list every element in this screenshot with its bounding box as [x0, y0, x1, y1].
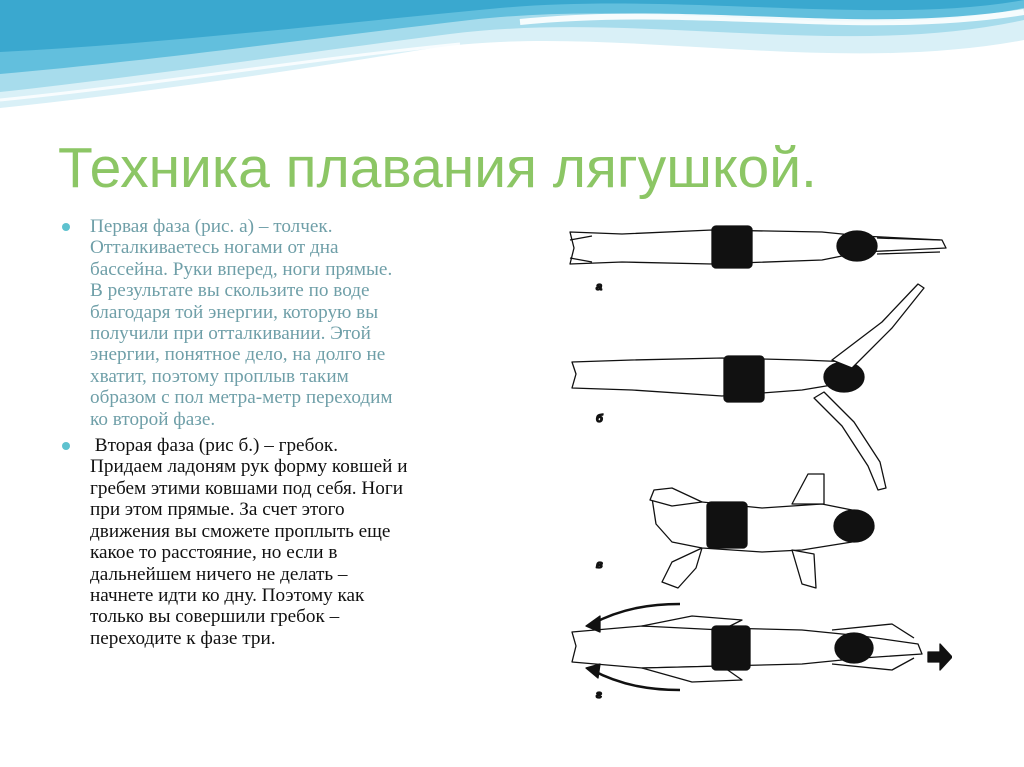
- breaststroke-illustration: [562, 212, 952, 712]
- figure-label: а: [596, 281, 603, 293]
- bullet-phase-1: [62, 216, 512, 430]
- text-line: благодаря той энергии, которую вы: [90, 301, 379, 323]
- text-line: при этом прямые. За счет этого: [90, 499, 345, 521]
- bullet-text: [90, 216, 512, 430]
- text-line: бассейна. Руки вперед, ноги прямые.: [90, 258, 393, 280]
- figure-label: б: [596, 413, 603, 425]
- text-line: гребем этими ковшами под себя. Ноги: [90, 477, 403, 499]
- text-line: образом с пол метра-метр переходим: [90, 387, 393, 409]
- text-line: Вторая фаза (рис б.) – гребок.: [90, 435, 339, 457]
- text-line: дальнейшем ничего не делать –: [90, 563, 348, 585]
- text-line: Первая фаза (рис. а) – толчек.: [90, 216, 333, 237]
- text-line: начнете идти ко дну. Поэтому как: [90, 584, 365, 606]
- text-line: движения вы сможете проплыть еще: [90, 520, 391, 542]
- bullet-dot-icon: [62, 442, 70, 450]
- bullet-dot-icon: [62, 223, 70, 231]
- swimmer-figure-b: [572, 284, 924, 490]
- text-line: энергии, понятное дело, на долго не: [90, 344, 386, 366]
- bullet-list: [62, 216, 512, 654]
- figure-label: г: [596, 689, 602, 701]
- swimmer-figure-d: [572, 604, 952, 701]
- wave-decoration: [0, 0, 1024, 120]
- swimmer-figure-a: [570, 226, 946, 293]
- text-line: Придаем ладоням рук форму ковшей и: [90, 456, 408, 478]
- text-line: хватит, поэтому проплыв таким: [90, 365, 349, 387]
- bullet-text: [90, 435, 512, 649]
- bullet-phase-2: [62, 435, 512, 649]
- text-line: В результате вы скользите по воде: [90, 280, 370, 302]
- text-line: получили при отталкивании. Этой: [90, 323, 371, 345]
- swimmer-figure-c: [596, 474, 874, 588]
- text-line: Отталкиваетесь ногами от дна: [90, 237, 339, 259]
- slide-title: Техника плавания лягушкой.: [58, 136, 817, 200]
- text-line: переходите к фазе три.: [90, 627, 276, 649]
- arrow-icon: [928, 644, 952, 670]
- text-line: только вы совершили гребок –: [90, 606, 340, 628]
- figure-label: в: [596, 559, 603, 571]
- text-line: ко второй фазе.: [90, 408, 216, 430]
- text-line: какое то расстояние, но если в: [90, 542, 338, 564]
